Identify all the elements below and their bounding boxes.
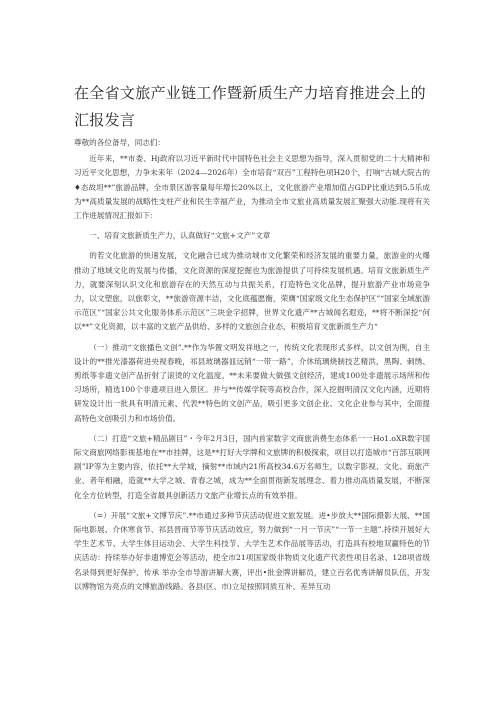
salutation: 尊敬的各位备导，同志们： <box>74 138 166 147</box>
section-heading-1: 一、培育文旅新质生产力，认真做好“文旅+文产”文章 <box>89 231 271 241</box>
document-title: 在全省文旅产业链工作暨新质生产力培育推进会上的汇报发言 <box>74 84 426 129</box>
subsection-1-paragraph: （一）推动“文旅播色文创”.**作为华置文明发祥地之一，传统文化表现形式多样，以文创为例，自主设计的**推光漆器荷进央视春晚，祁县玻璃器皿远销“一带一路”，介休琉璃烧制技艺精洪，黑陶、刺绣、剪纸等非遗文创产品折射了滚烫的文化温度。**未来要做大做强文创经济，建成100处非遗展示场所和传习场所，精选100个非遗项目进入景区。并与**传媒学院等高校合作，深入挖掘明清汉文化内涵，近期将研发设计出一批具有明清元素、代表**特色的文创产品，吸引更多文创企业、文化企业参与其中，全面提高特色文创吸引力和市场价值。 <box>74 342 430 423</box>
section-1-paragraph: 的若文化旅游的快速发展，文化融合已成为推动城市文化繁荣和经济发展的重要力量，旅游业的火爆推动了地域文化的发展与传播，文化资源的深度挖掘也为旅游提供了可持续发展机遇。培育文旅新质生产力，就要深刻认识文化和旅游存在的天然互动与共振关系，打造特色文化品牌，提升旅游产业市场竞争力，以文塑旅，以旅彰文，**旅游资源丰洁，文化底蕴愿衡，荣膺“国家级文化生态保护区”“国家全域旅游示范区”“国家公共文化服务体系示范区”三块金字招牌，世界文化遗产**古城闻名遐迩，**将不断深挖“何以**”文化资源，以丰富的文旅产品供给、多样的文旅创合业态，积极培育文旅新质生产力“ <box>74 251 430 332</box>
intro-paragraph: 近年来，**市委、Hj政府以习近平新时代中国特色社会主义思想为指导，深入贯彻党的二十大精神和习近平文化思想，力争未来年（2024—2026年）全市培育“双百”工程特色项H20个，打响“古城大院古的♦态故坦**”旅游品牌，全市景区游客量每年增长20%以上，文化旅游产业增加值占GDP比重达到5.5乐成为**高质量发展的战略性支柱产业和民生幸福产业，为推动全市文旅业高质量发展汇聚强大动能.现将有关工作进展情况汇报如下： <box>74 154 430 221</box>
subsection-3-paragraph: （=）开展“文旅+文博节庆”.**市通过多种节庆活动促进文旅发展。进•步放大**国际摄影大展、**国际电影展、介休寒食节、祁县晋商节等节庆活动效应，努力做到“一月一节庆”“一节一主题”.持续开展好大学生艺术节、大学生体目运动会、大学生科技节、大学生艺术作品展等活动，打造具有校地双赢特色的节庆活动：持续举办好非遗博览会等活动，使全市21项国家级非物质文化遗产代表性项目名录、128项省级名录得到更好保护、传承 举办全市导游讲解大赛，评出•批金牌讲解员，建立百名优秀讲解员队伍，开发以博物馆为亮点的文博旅游线路。各县(区、市)立足按照同质互补、差异互动 <box>74 510 430 591</box>
subsection-2-paragraph: （二）打造“文旅+精品剧目”・今年2月3日，国内首家数字文商旅消费生态体系一一Ho1.oXR数字国际文商旅网络影视基地在**市挂牌，这是**打好大学牌和文旅牌的积极探索，项目以打造城市“百部互联网剧”IP等为主要内容，依托**大学城，摘射**市域内21所高校34.6万名师生，以数字影视、文化、商旅产业、者年相融，造就**大学之城、青春之城，成为**全面贯彻新发展理念、着力推动高质量发展，不断深化全方位转型，打造全省最具创新活力文旅产业增长点的有效举措。 <box>74 433 430 500</box>
document-body <box>74 136 430 594</box>
